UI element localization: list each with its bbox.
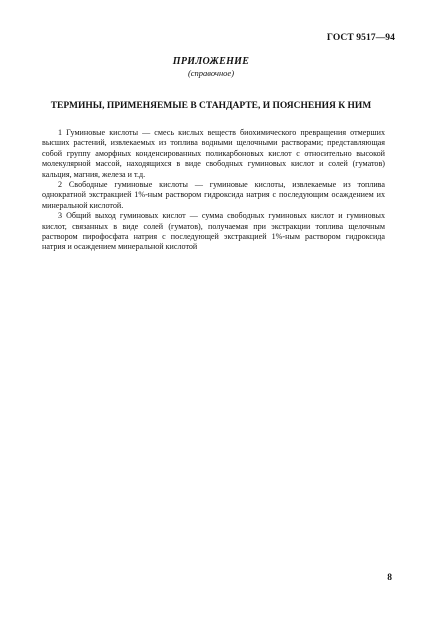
- standard-number: ГОСТ 9517—94: [326, 33, 395, 43]
- annex-subtitle: (справочное): [187, 68, 235, 78]
- page-number: 8: [387, 573, 392, 583]
- annex-block: [0, 56, 422, 79]
- paragraph-1: 1 Гуминовые кислоты — смесь кислых веществ биохимического превращения отмерших высших растений, извлекаемых из топлива водными щелочными растворами; представляющая собой группу аморфных конденсированных поликарбоновых кислот с относительно высокой молекулярной массой, находящихся в виде свободных гуминовых кислот и солей (гуматов) кальция, магния, железа и т.д.: [42, 128, 385, 179]
- section-heading: ТЕРМИНЫ, ПРИМЕНЯЕМЫЕ В СТАНДАРТЕ, И ПОЯСНЕНИЯ К НИМ: [50, 101, 372, 111]
- paragraph-3: 3 Общий выход гуминовых кислот — сумма свободных гуминовых кислот и гуминовых кислот, связанных в виде солей (гуматов), получаемая при экстракции топлива щелочным раствором пирофосфата натрия с последующей экстракцией 1%-ным раствором гидроксида натрия и осаждением минеральной кислотой: [42, 211, 385, 252]
- body-text: [42, 128, 385, 253]
- paragraph-2: 2 Свободные гуминовые кислоты — гуминовые кислоты, извлекаемые из топлива однократной экстракцией 1%-ным раствором гидроксида натрия с последующим осаждением их минеральной кислотой.: [42, 180, 385, 210]
- annex-title: ПРИЛОЖЕНИЕ: [172, 56, 250, 67]
